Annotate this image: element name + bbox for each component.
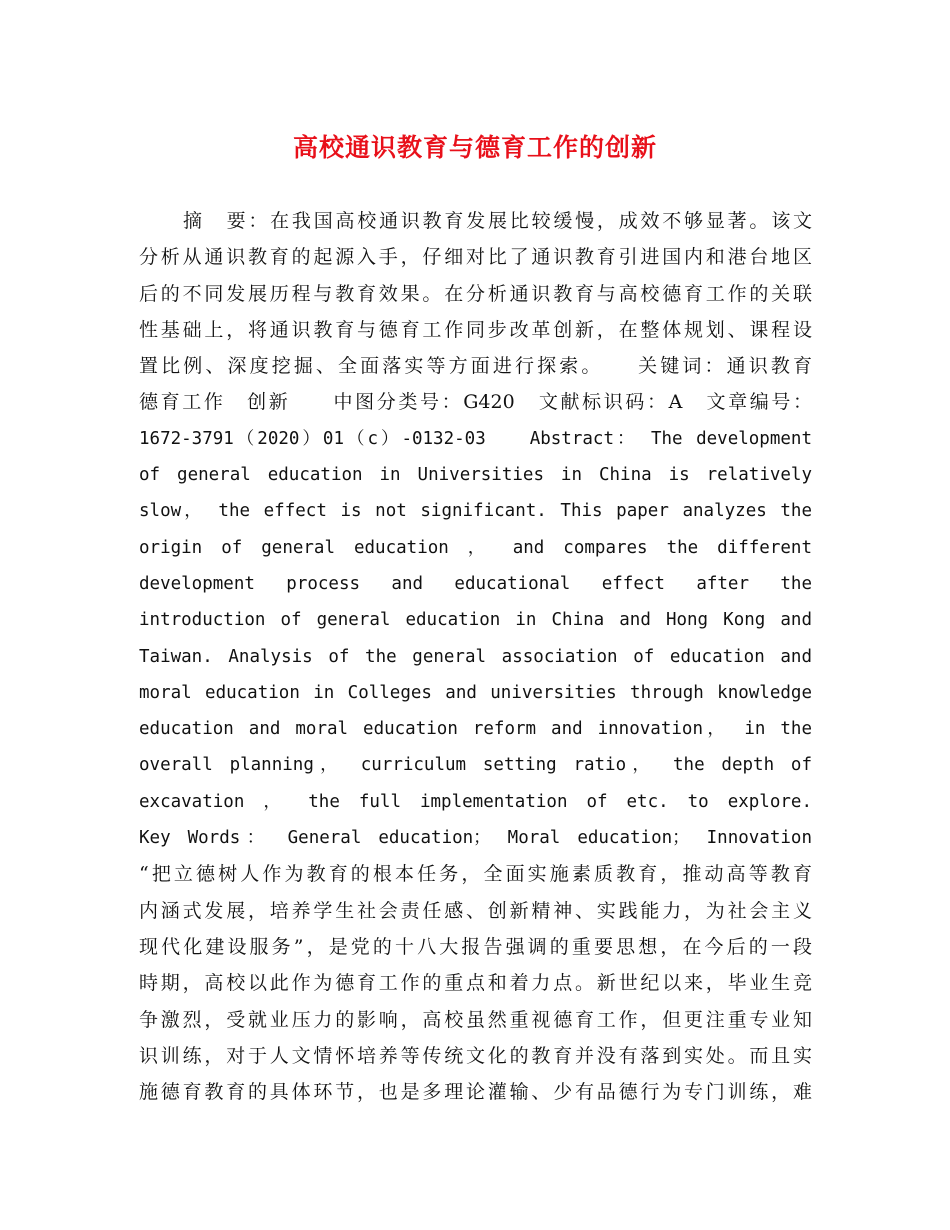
text-line: 時期，高校以此作为德育工作的重点和着力点。新世纪以来，毕业生竞 [139, 972, 812, 995]
text-line: moral education in Colleges and universities through knowledge [139, 682, 812, 703]
document-body [139, 203, 812, 1110]
text-line: 争激烈，受就业压力的影响，高校虽然重视德育工作，但更注重专业知 [139, 1008, 812, 1031]
text-line: introduction of general education in China and Hong Kong and [139, 610, 812, 631]
text-line: 1672-3791（2020）01（c）-0132-03 Abstract： The development [139, 428, 812, 449]
text-line: education and moral education reform and innovation， in the [139, 719, 812, 740]
text-line: 分析从通识教育的起源入手，仔细对比了通识教育引进国内和港台地区 [139, 246, 812, 269]
text-line: 后的不同发展历程与教育效果。在分析通识教育与高校德育工作的关联 [139, 282, 812, 305]
text-line: slow， the effect is not significant. This paper analyzes the [139, 501, 812, 522]
text-line: “把立德树人作为教育的根本任务，全面实施素质教育，推动高等教育 [139, 863, 812, 886]
text-line: 性基础上，将通识教育与德育工作同步改革创新，在整体规划、课程设 [139, 318, 812, 341]
text-line: of general education in Universities in China is relatively [139, 465, 812, 486]
text-line: Key Words： General education； Moral education； Innovation [139, 828, 812, 849]
text-line: development process and educational effect after the [139, 573, 812, 594]
text-line: 内涵式发展，培养学生社会责任感、创新精神、实践能力，为社会主义 [139, 899, 812, 922]
text-line: origin of general education ， and compares the different [139, 537, 812, 558]
text-line: 置比例、深度挖掘、全面落实等方面进行探索。 关键词：通识教育 [139, 355, 812, 378]
text-line: 德育工作 创新 中图分类号：G420 文献标识码：A 文章编号： [139, 391, 812, 414]
document-title: 高校通识教育与德育工作的创新 [292, 133, 657, 162]
text-line: excavation ， the full implementation of etc. to explore. [139, 791, 812, 812]
text-line: Taiwan. Analysis of the general association of education and [139, 646, 812, 667]
text-line: 现代化建设服务”，是党的十八大报告强调的重要思想，在今后的一段 [139, 935, 812, 958]
text-line: overall planning， curriculum setting ratio， the depth of [139, 755, 812, 776]
text-line: 识训练，对于人文情怀培养等传统文化的教育并没有落到实处。而且实 [139, 1044, 812, 1067]
text-line: 施德育教育的具体环节，也是多理论灌输、少有品德行为专门训练，难 [139, 1081, 812, 1104]
text-line: 摘 要：在我国高校通识教育发展比较缓慢，成效不够显著。该文 [183, 210, 812, 232]
